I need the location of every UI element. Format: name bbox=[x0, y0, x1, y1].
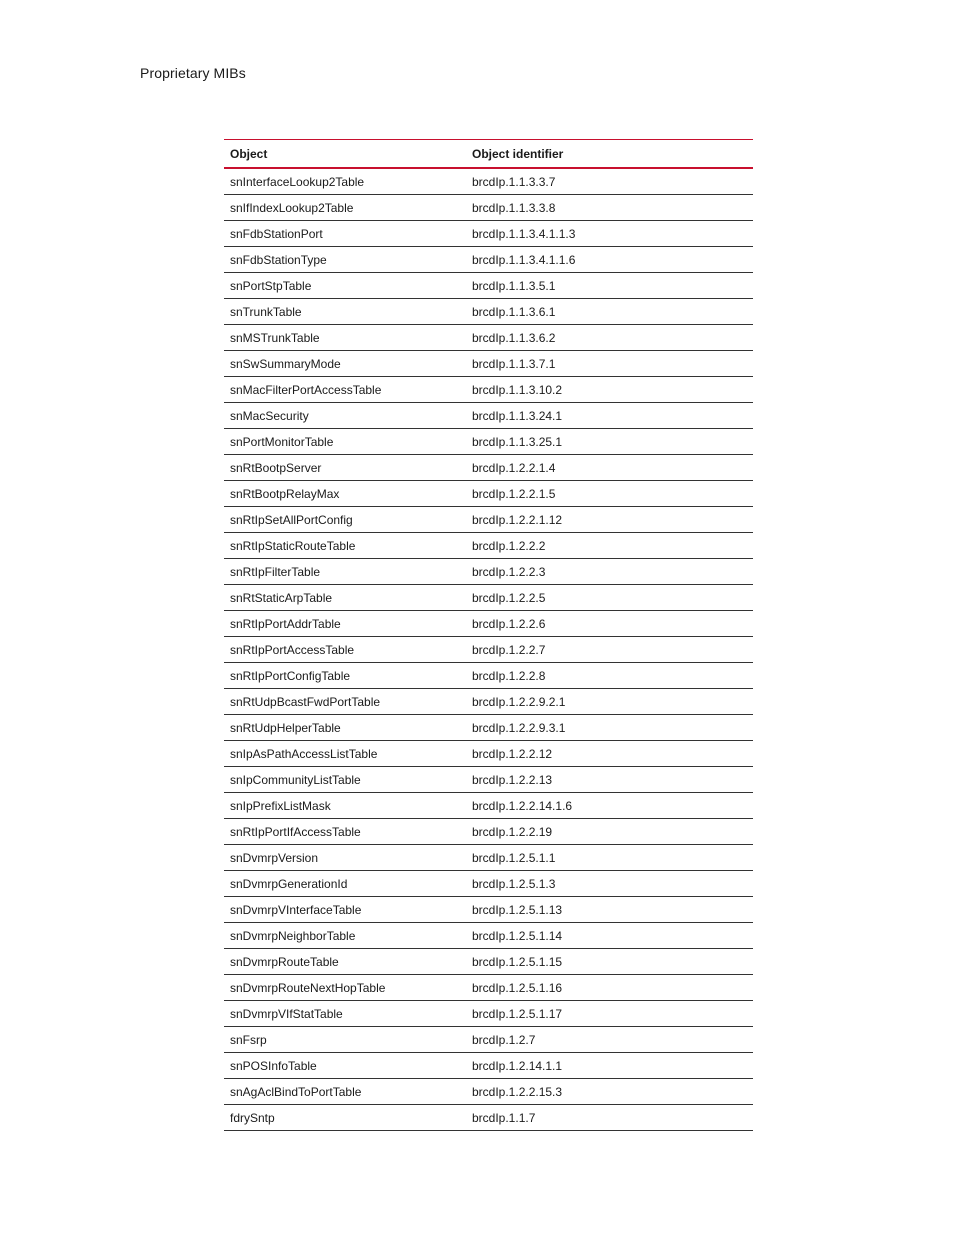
object-cell: snRtIpPortAccessTable bbox=[224, 637, 466, 663]
object-identifier-cell: brcdIp.1.2.2.3 bbox=[466, 559, 753, 585]
table-row bbox=[224, 1053, 753, 1079]
table-row bbox=[224, 221, 753, 247]
object-cell: snIfIndexLookup2Table bbox=[224, 195, 466, 221]
object-cell: fdrySntp bbox=[224, 1105, 466, 1131]
object-cell: snTrunkTable bbox=[224, 299, 466, 325]
object-identifier-cell: brcdIp.1.1.3.4.1.1.6 bbox=[466, 247, 753, 273]
object-cell: snDvmrpRouteNextHopTable bbox=[224, 975, 466, 1001]
object-cell: snMSTrunkTable bbox=[224, 325, 466, 351]
table-row bbox=[224, 429, 753, 455]
object-identifier-cell: brcdIp.1.1.3.3.8 bbox=[466, 195, 753, 221]
object-cell: snFdbStationPort bbox=[224, 221, 466, 247]
object-cell: snFsrp bbox=[224, 1027, 466, 1053]
object-cell: snDvmrpNeighborTable bbox=[224, 923, 466, 949]
object-cell: snIpAsPathAccessListTable bbox=[224, 741, 466, 767]
object-cell: snAgAclBindToPortTable bbox=[224, 1079, 466, 1105]
object-identifier-cell: brcdIp.1.2.5.1.13 bbox=[466, 897, 753, 923]
object-cell: snSwSummaryMode bbox=[224, 351, 466, 377]
table-row bbox=[224, 247, 753, 273]
object-identifier-cell: brcdIp.1.1.3.10.2 bbox=[466, 377, 753, 403]
table-row bbox=[224, 351, 753, 377]
table-row bbox=[224, 585, 753, 611]
object-identifier-cell: brcdIp.1.1.7 bbox=[466, 1105, 753, 1131]
object-cell: snRtBootpServer bbox=[224, 455, 466, 481]
table-row bbox=[224, 741, 753, 767]
table-row bbox=[224, 273, 753, 299]
object-cell: snRtStaticArpTable bbox=[224, 585, 466, 611]
object-cell: snRtIpPortConfigTable bbox=[224, 663, 466, 689]
object-identifier-cell: brcdIp.1.1.3.6.2 bbox=[466, 325, 753, 351]
object-identifier-cell: brcdIp.1.2.5.1.3 bbox=[466, 871, 753, 897]
table-row bbox=[224, 663, 753, 689]
object-identifier-cell: brcdIp.1.2.2.7 bbox=[466, 637, 753, 663]
object-identifier-cell: brcdIp.1.2.2.6 bbox=[466, 611, 753, 637]
object-cell: snIpPrefixListMask bbox=[224, 793, 466, 819]
page-header: Proprietary MIBs bbox=[140, 65, 246, 81]
object-identifier-cell: brcdIp.1.1.3.5.1 bbox=[466, 273, 753, 299]
object-cell: snMacSecurity bbox=[224, 403, 466, 429]
object-cell: snRtUdpBcastFwdPortTable bbox=[224, 689, 466, 715]
table-row bbox=[224, 299, 753, 325]
object-identifier-cell: brcdIp.1.1.3.4.1.1.3 bbox=[466, 221, 753, 247]
object-cell: snRtIpFilterTable bbox=[224, 559, 466, 585]
table-row bbox=[224, 507, 753, 533]
table-row bbox=[224, 871, 753, 897]
table-row bbox=[224, 949, 753, 975]
object-identifier-cell: brcdIp.1.2.2.12 bbox=[466, 741, 753, 767]
mib-object-table bbox=[224, 139, 753, 1131]
object-cell: snRtIpPortAddrTable bbox=[224, 611, 466, 637]
object-identifier-cell: brcdIp.1.1.3.3.7 bbox=[466, 168, 753, 195]
table-row bbox=[224, 195, 753, 221]
object-cell: snPortMonitorTable bbox=[224, 429, 466, 455]
object-identifier-cell: brcdIp.1.2.2.1.12 bbox=[466, 507, 753, 533]
table-row bbox=[224, 611, 753, 637]
object-identifier-cell: brcdIp.1.2.2.1.4 bbox=[466, 455, 753, 481]
object-identifier-cell: brcdIp.1.2.2.5 bbox=[466, 585, 753, 611]
table-row bbox=[224, 819, 753, 845]
table-header-row bbox=[224, 140, 753, 169]
object-identifier-cell: brcdIp.1.2.5.1.14 bbox=[466, 923, 753, 949]
table-body bbox=[224, 168, 753, 1131]
object-cell: snRtUdpHelperTable bbox=[224, 715, 466, 741]
object-cell: snPortStpTable bbox=[224, 273, 466, 299]
object-identifier-cell: brcdIp.1.2.2.9.3.1 bbox=[466, 715, 753, 741]
object-identifier-cell: brcdIp.1.2.5.1.1 bbox=[466, 845, 753, 871]
object-cell: snFdbStationType bbox=[224, 247, 466, 273]
object-cell: snDvmrpVIfStatTable bbox=[224, 1001, 466, 1027]
table-row bbox=[224, 1027, 753, 1053]
object-identifier-cell: brcdIp.1.2.2.9.2.1 bbox=[466, 689, 753, 715]
object-identifier-cell: brcdIp.1.2.5.1.15 bbox=[466, 949, 753, 975]
table-row bbox=[224, 325, 753, 351]
table-row bbox=[224, 845, 753, 871]
table-row bbox=[224, 975, 753, 1001]
table-row bbox=[224, 481, 753, 507]
object-cell: snDvmrpGenerationId bbox=[224, 871, 466, 897]
object-identifier-cell: brcdIp.1.2.7 bbox=[466, 1027, 753, 1053]
object-cell: snDvmrpRouteTable bbox=[224, 949, 466, 975]
table-row bbox=[224, 1105, 753, 1131]
object-identifier-cell: brcdIp.1.2.2.15.3 bbox=[466, 1079, 753, 1105]
table-row bbox=[224, 767, 753, 793]
object-identifier-cell: brcdIp.1.2.2.8 bbox=[466, 663, 753, 689]
object-identifier-cell: brcdIp.1.2.2.13 bbox=[466, 767, 753, 793]
table-row bbox=[224, 455, 753, 481]
object-cell: snRtIpPortIfAccessTable bbox=[224, 819, 466, 845]
object-cell: snDvmrpVInterfaceTable bbox=[224, 897, 466, 923]
table-row bbox=[224, 1079, 753, 1105]
object-identifier-cell: brcdIp.1.1.3.25.1 bbox=[466, 429, 753, 455]
object-identifier-cell: brcdIp.1.2.5.1.16 bbox=[466, 975, 753, 1001]
object-cell: snPOSInfoTable bbox=[224, 1053, 466, 1079]
object-cell: snInterfaceLookup2Table bbox=[224, 168, 466, 195]
object-cell: snDvmrpVersion bbox=[224, 845, 466, 871]
object-cell: snRtIpSetAllPortConfig bbox=[224, 507, 466, 533]
object-cell: snIpCommunityListTable bbox=[224, 767, 466, 793]
table-row bbox=[224, 923, 753, 949]
object-identifier-cell: brcdIp.1.2.2.19 bbox=[466, 819, 753, 845]
table-row bbox=[224, 689, 753, 715]
object-identifier-cell: brcdIp.1.2.2.14.1.6 bbox=[466, 793, 753, 819]
table-row bbox=[224, 533, 753, 559]
table-row bbox=[224, 377, 753, 403]
table-row bbox=[224, 897, 753, 923]
column-header-object-identifier: Object identifier bbox=[466, 140, 753, 169]
object-identifier-cell: brcdIp.1.2.2.1.5 bbox=[466, 481, 753, 507]
object-identifier-cell: brcdIp.1.2.5.1.17 bbox=[466, 1001, 753, 1027]
object-identifier-cell: brcdIp.1.1.3.7.1 bbox=[466, 351, 753, 377]
column-header-object: Object bbox=[224, 140, 466, 169]
table-row bbox=[224, 1001, 753, 1027]
object-identifier-cell: brcdIp.1.1.3.24.1 bbox=[466, 403, 753, 429]
table-row bbox=[224, 793, 753, 819]
table-row bbox=[224, 559, 753, 585]
object-cell: snMacFilterPortAccessTable bbox=[224, 377, 466, 403]
table-row bbox=[224, 168, 753, 195]
table-row bbox=[224, 637, 753, 663]
object-cell: snRtIpStaticRouteTable bbox=[224, 533, 466, 559]
object-identifier-cell: brcdIp.1.2.14.1.1 bbox=[466, 1053, 753, 1079]
object-cell: snRtBootpRelayMax bbox=[224, 481, 466, 507]
object-identifier-cell: brcdIp.1.1.3.6.1 bbox=[466, 299, 753, 325]
table-row bbox=[224, 715, 753, 741]
table-row bbox=[224, 403, 753, 429]
object-identifier-cell: brcdIp.1.2.2.2 bbox=[466, 533, 753, 559]
